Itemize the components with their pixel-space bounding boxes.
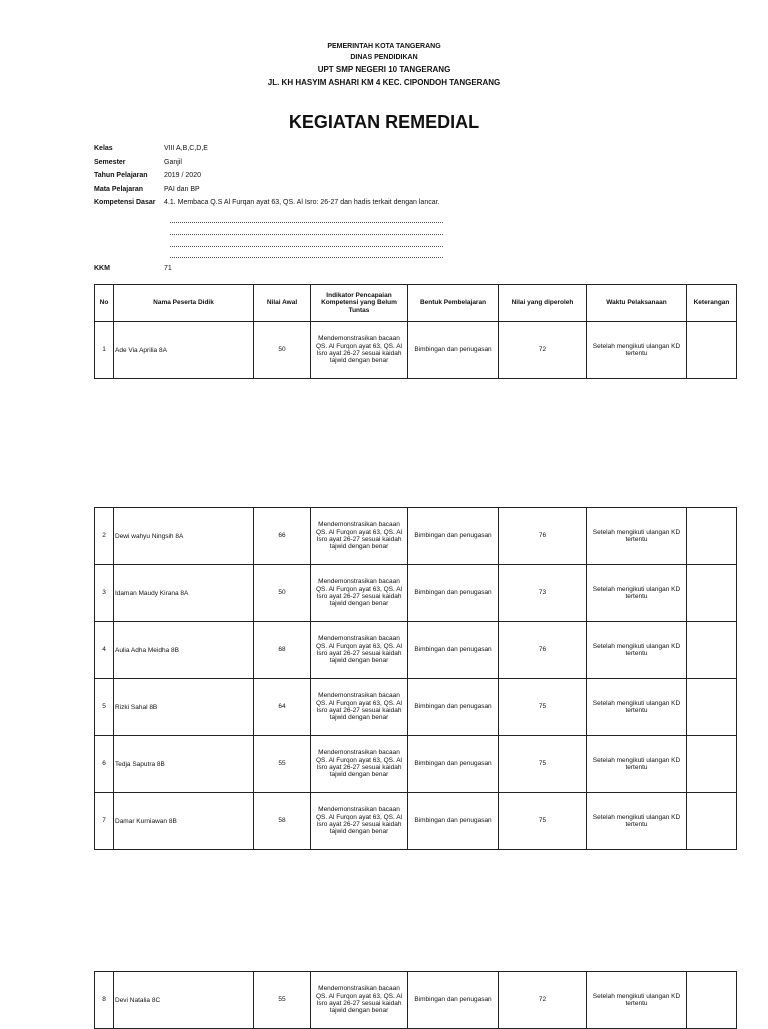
- remedial-table-part-1: [94, 284, 737, 379]
- cell-no: 7: [95, 793, 114, 850]
- cell-bentuk: Bimbingan dan penugasan: [408, 679, 499, 736]
- column-header-no: No: [95, 285, 114, 322]
- meta-label: Mata Pelajaran: [94, 186, 144, 193]
- cell-indikator: Mendemonstrasikan bacaan QS. Al Furqon ayat 63, QS. Al Isro ayat 26-27 sesuai kaidah tajwid dengan benar: [311, 679, 408, 736]
- table-row: [95, 736, 737, 793]
- cell-waktu: Setelah mengikuti ulangan KD tertentu: [587, 972, 687, 1029]
- cell-bentuk: Bimbingan dan penugasan: [408, 793, 499, 850]
- table-row: [95, 322, 737, 379]
- column-header-keterangan: Keterangan: [687, 285, 737, 322]
- cell-keterangan: [687, 565, 737, 622]
- meta-label: Kelas: [94, 145, 113, 152]
- cell-waktu: Setelah mengikuti ulangan KD tertentu: [587, 793, 687, 850]
- remedial-table-part-3: [94, 971, 737, 1029]
- table-row: [95, 508, 737, 565]
- cell-keterangan: [687, 508, 737, 565]
- cell-no: 4: [95, 622, 114, 679]
- cell-bentuk: Bimbingan dan penugasan: [408, 972, 499, 1029]
- cell-keterangan: [687, 972, 737, 1029]
- cell-indikator: Mendemonstrasikan bacaan QS. Al Furqon ayat 63, QS. Al Isro ayat 26-27 sesuai kaidah tajwid dengan benar: [311, 972, 408, 1029]
- cell-nilai-diperoleh: 75: [499, 793, 587, 850]
- table-row: [95, 565, 737, 622]
- cell-keterangan: [687, 322, 737, 379]
- meta-value: 71: [164, 265, 172, 272]
- cell-no: 8: [95, 972, 114, 1029]
- cell-indikator: Mendemonstrasikan bacaan QS. Al Furqon ayat 63, QS. Al Isro ayat 26-27 sesuai kaidah tajwid dengan benar: [311, 736, 408, 793]
- cell-nilai-awal: 66: [254, 508, 311, 565]
- cell-nama: Dewi wahyu Ningsih 8A: [114, 508, 254, 565]
- cell-waktu: Setelah mengikuti ulangan KD tertentu: [587, 322, 687, 379]
- column-header-indikator: Indikator Pencapaian Kompetensi yang Belum Tuntas: [311, 285, 408, 322]
- cell-nilai-awal: 68: [254, 622, 311, 679]
- header-school: UPT SMP NEGERI 10 TANGERANG: [317, 65, 451, 74]
- table-row: [95, 793, 737, 850]
- cell-nama: Aulia Adha Meidha 8B: [114, 622, 254, 679]
- cell-nilai-diperoleh: 73: [499, 565, 587, 622]
- meta-label: Semester: [94, 159, 126, 166]
- cell-keterangan: [687, 793, 737, 850]
- remedial-table-part-2: [94, 507, 737, 850]
- cell-nama: Devi Natalia 8C: [114, 972, 254, 1029]
- cell-no: 1: [95, 322, 114, 379]
- cell-waktu: Setelah mengikuti ulangan KD tertentu: [587, 736, 687, 793]
- meta-value: Ganjil: [164, 159, 182, 166]
- column-header-bentuk: Bentuk Pembelajaran: [408, 285, 499, 322]
- page-title: KEGIATAN REMEDIAL: [288, 112, 480, 132]
- cell-keterangan: [687, 679, 737, 736]
- cell-nilai-diperoleh: 76: [499, 508, 587, 565]
- cell-nilai-awal: 55: [254, 972, 311, 1029]
- meta-value: 4.1. Membaca Q.S Al Furqan ayat 63, QS. Al Isro: 26-27 dan hadis terkait dengan lancar.: [164, 199, 440, 206]
- cell-nilai-awal: 50: [254, 565, 311, 622]
- cell-no: 2: [95, 508, 114, 565]
- header-government: PEMERINTAH KOTA TANGERANG: [327, 43, 441, 50]
- cell-nama: Rizki Sahal 8B: [114, 679, 254, 736]
- dotted-line: [170, 246, 443, 247]
- table-header-row: [95, 285, 737, 322]
- cell-no: 3: [95, 565, 114, 622]
- cell-nilai-diperoleh: 72: [499, 972, 587, 1029]
- cell-nilai-awal: 58: [254, 793, 311, 850]
- table-row: [95, 972, 737, 1029]
- cell-bentuk: Bimbingan dan penugasan: [408, 508, 499, 565]
- header-address: JL. KH HASYIM ASHARI KM 4 KEC. CIPONDOH TANGERANG: [267, 78, 501, 87]
- cell-nilai-diperoleh: 72: [499, 322, 587, 379]
- meta-label: Kompetensi Dasar: [94, 199, 156, 206]
- cell-indikator: Mendemonstrasikan bacaan QS. Al Furqon ayat 63, QS. Al Isro ayat 26-27 sesuai kaidah tajwid dengan benar: [311, 793, 408, 850]
- cell-bentuk: Bimbingan dan penugasan: [408, 565, 499, 622]
- cell-nilai-diperoleh: 75: [499, 679, 587, 736]
- cell-nilai-awal: 64: [254, 679, 311, 736]
- column-header-nilai-diperoleh: Nilai yang diperoleh: [499, 285, 587, 322]
- cell-bentuk: Bimbingan dan penugasan: [408, 622, 499, 679]
- meta-value: VIII A,B,C,D,E: [164, 145, 208, 152]
- cell-nama: Tedja Saputra 8B: [114, 736, 254, 793]
- cell-bentuk: Bimbingan dan penugasan: [408, 322, 499, 379]
- cell-no: 5: [95, 679, 114, 736]
- column-header-nama: Nama Peserta Didik: [114, 285, 254, 322]
- cell-waktu: Setelah mengikuti ulangan KD tertentu: [587, 622, 687, 679]
- cell-indikator: Mendemonstrasikan bacaan QS. Al Furqon ayat 63, QS. Al Isro ayat 26-27 sesuai kaidah tajwid dengan benar: [311, 322, 408, 379]
- dotted-line: [170, 222, 443, 223]
- cell-nilai-awal: 50: [254, 322, 311, 379]
- cell-waktu: Setelah mengikuti ulangan KD tertentu: [587, 565, 687, 622]
- cell-nilai-diperoleh: 76: [499, 622, 587, 679]
- cell-keterangan: [687, 622, 737, 679]
- dotted-line: [170, 257, 443, 258]
- column-header-nilai-awal: Nilai Awal: [254, 285, 311, 322]
- header-department: DINAS PENDIDIKAN: [350, 54, 418, 61]
- meta-value: 2019 / 2020: [164, 172, 201, 179]
- cell-nilai-awal: 55: [254, 736, 311, 793]
- meta-value: PAI dan BP: [164, 186, 200, 193]
- cell-nama: Idaman Maudy Kirana 8A: [114, 565, 254, 622]
- cell-indikator: Mendemonstrasikan bacaan QS. Al Furqon ayat 63, QS. Al Isro ayat 26-27 sesuai kaidah tajwid dengan benar: [311, 508, 408, 565]
- cell-indikator: Mendemonstrasikan bacaan QS. Al Furqon ayat 63, QS. Al Isro ayat 26-27 sesuai kaidah tajwid dengan benar: [311, 565, 408, 622]
- cell-nama: Ade Via Aprilia 8A: [114, 322, 254, 379]
- cell-waktu: Setelah mengikuti ulangan KD tertentu: [587, 679, 687, 736]
- cell-no: 6: [95, 736, 114, 793]
- cell-indikator: Mendemonstrasikan bacaan QS. Al Furqon ayat 63, QS. Al Isro ayat 26-27 sesuai kaidah tajwid dengan benar: [311, 622, 408, 679]
- meta-label: KKM: [94, 265, 110, 272]
- cell-keterangan: [687, 736, 737, 793]
- column-header-waktu: Waktu Pelaksanaan: [587, 285, 687, 322]
- cell-nilai-diperoleh: 75: [499, 736, 587, 793]
- cell-waktu: Setelah mengikuti ulangan KD tertentu: [587, 508, 687, 565]
- meta-label: Tahun Pelajaran: [94, 172, 148, 179]
- cell-nama: Damar Kurniawan 8B: [114, 793, 254, 850]
- cell-bentuk: Bimbingan dan penugasan: [408, 736, 499, 793]
- dotted-line: [170, 234, 443, 235]
- table-row: [95, 679, 737, 736]
- table-row: [95, 622, 737, 679]
